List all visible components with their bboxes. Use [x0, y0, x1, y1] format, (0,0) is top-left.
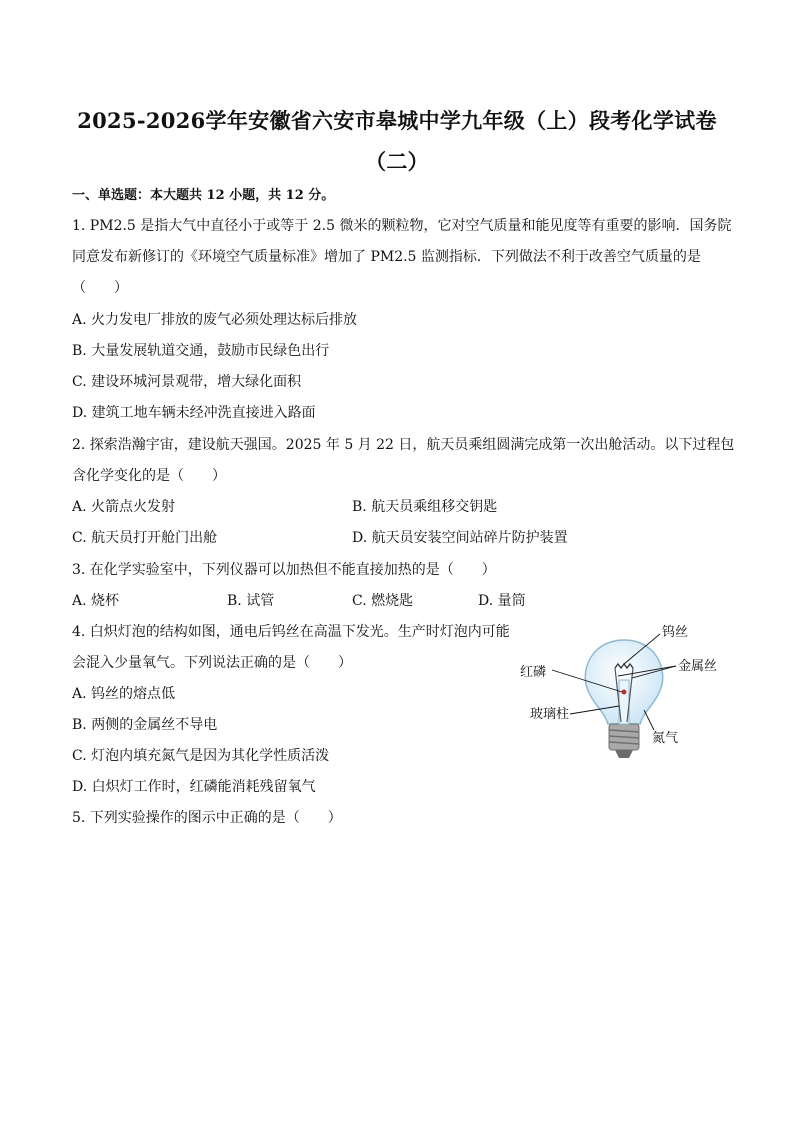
q4-option-d: D. 白炽灯工作时，红磷能消耗残留氧气 — [72, 779, 316, 795]
q3-option-a: A. 烧杯 — [72, 593, 120, 609]
q1-option-d: D. 建筑工地车辆未经冲洗直接进入路面 — [72, 405, 316, 421]
q3-option-d: D. 量筒 — [478, 593, 526, 609]
q3-option-c: C. 燃烧匙 — [352, 593, 414, 609]
q3-option-b: B. 试管 — [227, 593, 275, 609]
red-phosphorus-dot — [622, 690, 627, 695]
light-bulb-figure — [512, 618, 742, 768]
label-red-phosphorus: 红磷 — [520, 665, 547, 680]
label-glass-column: 玻璃柱 — [530, 707, 570, 722]
q2-option-b: B. 航天员乘组移交钥匙 — [352, 499, 498, 515]
q4-stem-line-2: 会混入少量氧气。下列说法正确的是（ ） — [72, 655, 352, 671]
q1-option-a: A. 火力发电厂排放的废气必须处理达标后排放 — [72, 312, 358, 328]
q2-stem-line-2: 含化学变化的是（ ） — [72, 468, 226, 484]
q4-option-c: C. 灯泡内填充氮气是因为其化学性质活泼 — [72, 748, 330, 764]
q1-option-b: B. 大量发展轨道交通，鼓励市民绿色出行 — [72, 343, 330, 359]
page-title: 2025-2026学年安徽省六安市皋城中学九年级（上）段考化学试卷 — [77, 108, 717, 133]
q2-option-d: D. 航天员安装空间站碎片防护装置 — [352, 530, 568, 546]
q1-stem-line-3: （ ） — [72, 280, 128, 296]
label-tungsten: 钨丝 — [662, 625, 689, 640]
q4-option-a: A. 钨丝的熔点低 — [72, 686, 176, 702]
page-subtitle: （二） — [365, 149, 429, 174]
q1-stem-line-2: 同意发布新修订的《环境空气质量标准》增加了 PM2.5 监测指标．下列做法不利于改善空气质量的是 — [72, 249, 701, 265]
q2-option-a: A. 火箭点火发射 — [72, 499, 176, 515]
q5-stem: 5. 下列实验操作的图示中正确的是（ ） — [72, 810, 342, 826]
q1-option-c: C. 建设环城河景观带，增大绿化面积 — [72, 374, 302, 390]
label-metal-wire: 金属丝 — [678, 659, 718, 674]
q4-option-b: B. 两侧的金属丝不导电 — [72, 717, 218, 733]
label-nitrogen: 氮气 — [652, 731, 679, 746]
q2-stem-line-1: 2. 探索浩瀚宇宙，建设航天强国。2025 年 5 月 22 日，航天员乘组圆满完成第一次出舱活动。以下过程包 — [72, 437, 735, 453]
q3-stem: 3. 在化学实验室中，下列仪器可以加热但不能直接加热的是（ ） — [72, 562, 496, 578]
q4-stem-line-1: 4. 白炽灯泡的结构如图，通电后钨丝在高温下发光。生产时灯泡内可能 — [72, 624, 510, 640]
q2-option-c: C. 航天员打开舱门出舱 — [72, 530, 218, 546]
section-heading: 一、单选题：本大题共 12 小题，共 12 分。 — [72, 188, 335, 203]
q1-stem-line-1: 1. PM2.5 是指大气中直径小于或等于 2.5 微米的颗粒物，它对空气质量和能见度等有重要的影响．国务院 — [72, 218, 732, 234]
